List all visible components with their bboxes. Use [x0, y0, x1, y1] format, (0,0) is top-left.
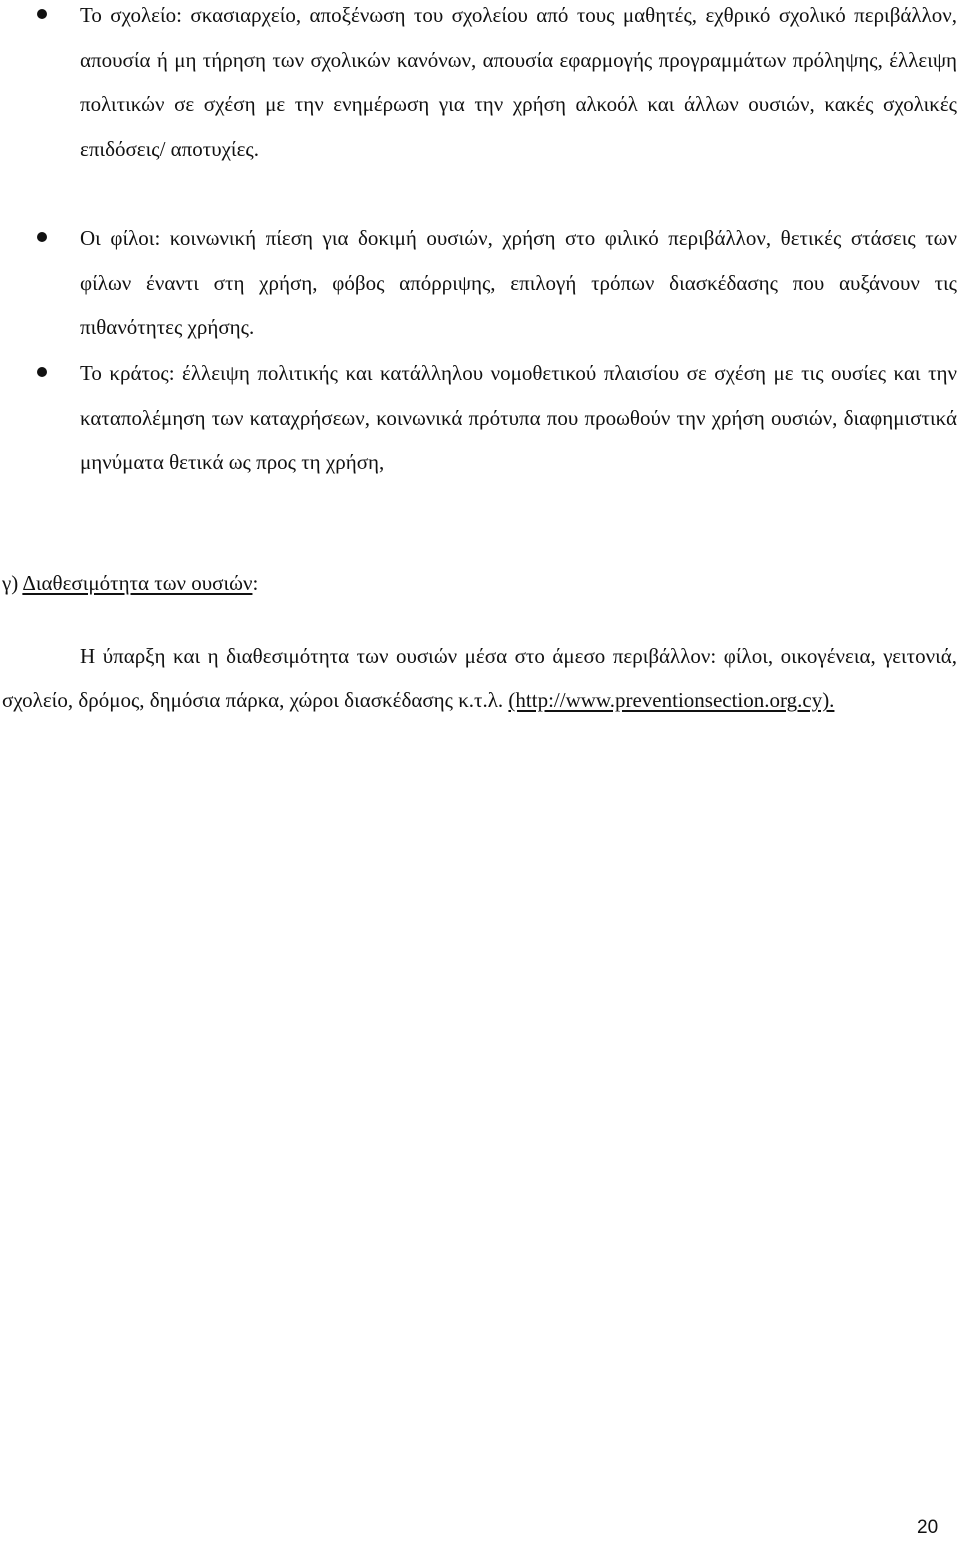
list-item-text: Το σχολείο: σκασιαρχείο, αποξένωση του σχολείου από τους μαθητές, εχθρικό σχολικό περιβάλλον, απουσία ή μη τήρηση των σχολικών κανόνων, απουσία εφαρμογής προγραμμάτων πρόληψης, έλλειψη πολιτικών σε σχέση με την ενημέρωση για την χρήση αλκοόλ και άλλων ουσιών, κακές σχολικές επιδόσεις/ αποτυχίες.	[80, 3, 957, 161]
bullet-icon	[37, 9, 47, 19]
availability-paragraph	[2, 634, 957, 722]
section-suffix: :	[252, 571, 259, 595]
list-item-text: Οι φίλοι: κοινωνική πίεση για δοκιμή ουσιών, χρήση στο φιλικό περιβάλλον, θετικές στάσεις των φίλων έναντι στη χρήση, φόβος απόρριψης, επιλογή τρόπων διασκέδασης που αυξάνουν τις πιθανότητες χρήσης.	[80, 226, 957, 339]
section-prefix: γ)	[2, 571, 23, 595]
section-title: Διαθεσιμότητα των ουσιών	[22, 571, 253, 595]
section-heading	[2, 563, 258, 603]
page-number: 20	[917, 1517, 939, 1538]
paragraph-text: Η ύπαρξη και η διαθεσιμότητα των ουσιών μέσα στο άμεσο περιβάλλον: φίλοι, οικογένεια, γειτονιά, σχολείο, δρόμος, δημόσια πάρκα, χώροι διασκέδασης κ.τ.λ.	[2, 644, 957, 712]
bullet-icon	[37, 232, 47, 242]
list-item-text: Το κράτος: έλλειψη πολιτικής και κατάλληλου νομοθετικού πλαισίου σε σχέση με τις ουσίες και την καταπολέμηση των καταχρήσεων, κοινωνικά πρότυπα που προωθούν την χρήση ουσιών, διαφημιστικά μηνύματα θετικά ως προς τη χρήση,	[80, 361, 957, 474]
list-item-state	[0, 351, 960, 485]
source-link[interactable]: (http://www.preventionsection.org.cy).	[508, 688, 835, 712]
list-item-friends	[0, 216, 960, 350]
bullet-icon	[37, 367, 47, 377]
list-item-school	[0, 0, 960, 171]
